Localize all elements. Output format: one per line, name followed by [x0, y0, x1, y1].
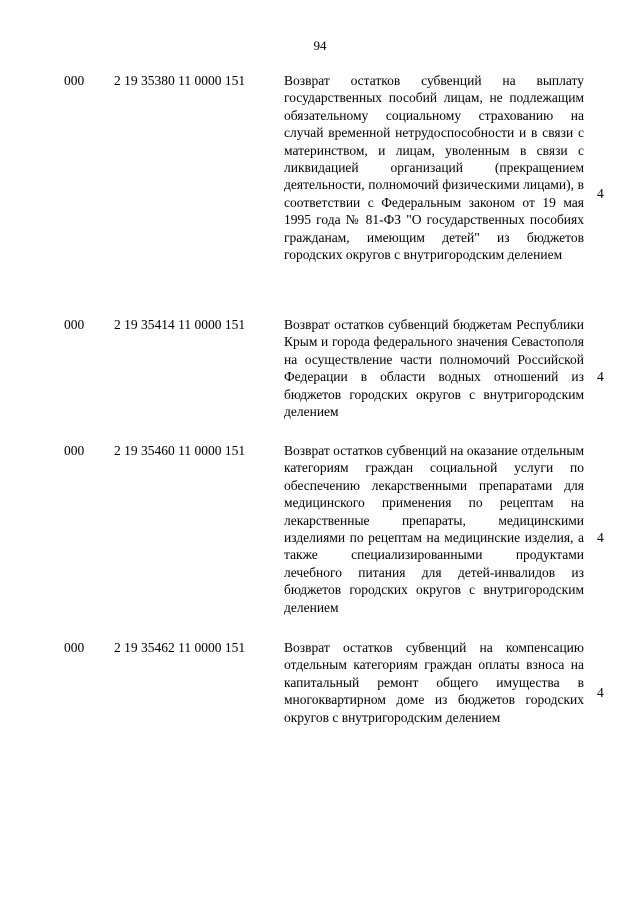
row-code: 000 [64, 73, 85, 88]
row-description: Возврат остатков субвенций на выплату государственных пособий лицам, не подлежащим обязательному социальному страхованию на случай временной нетрудоспособности и в связи с материнством, и лицам, уволенным в связи с ликвидацией организаций (прекращением деятельности, полномочий физическими лицами), в соответствии с Федеральным законом от 19 мая 1995 года № 81-ФЗ "О государственных пособиях гражданам, имеющим детей" из бюджетов городских округов с внутригородским делением [284, 73, 584, 263]
row-kbk: 2 19 35462 11 0000 151 [114, 640, 246, 655]
row-value: 4 [597, 530, 604, 545]
row-code: 000 [64, 640, 85, 655]
row-kbk: 2 19 35414 11 0000 151 [114, 317, 246, 332]
row-kbk: 2 19 35380 11 0000 151 [114, 73, 246, 88]
row-value: 4 [597, 369, 604, 384]
row-code: 000 [64, 443, 85, 458]
row-value: 4 [597, 685, 604, 700]
row-value: 4 [597, 186, 604, 201]
row-code: 000 [64, 317, 85, 332]
page-number: 94 [313, 38, 327, 53]
row-kbk: 2 19 35460 11 0000 151 [114, 443, 246, 458]
row-description: Возврат остатков субвенций на оказание отдельным категориям граждан социальной услуги по обеспечению лекарственными препаратами для медицинского применения по рецептам на лекарственные препараты, медицинскими изделиями по рецептам на медицинские изделия, а также специализированными продуктами лечебного питания для детей-инвалидов из бюджетов городских округов с внутригородским делением [284, 443, 584, 615]
row-description: Возврат остатков субвенций на компенсацию отдельным категориям граждан оплаты взноса на капитальный ремонт общего имущества в многоквартирном доме из бюджетов городских округов с внутригородским делением [284, 640, 584, 725]
row-description: Возврат остатков субвенций бюджетам Республики Крым и города федерального значения Севастополя на осуществление части полномочий Российской Федерации в области водных отношений из бюджетов городских округов с внутригородским делением [284, 317, 584, 420]
